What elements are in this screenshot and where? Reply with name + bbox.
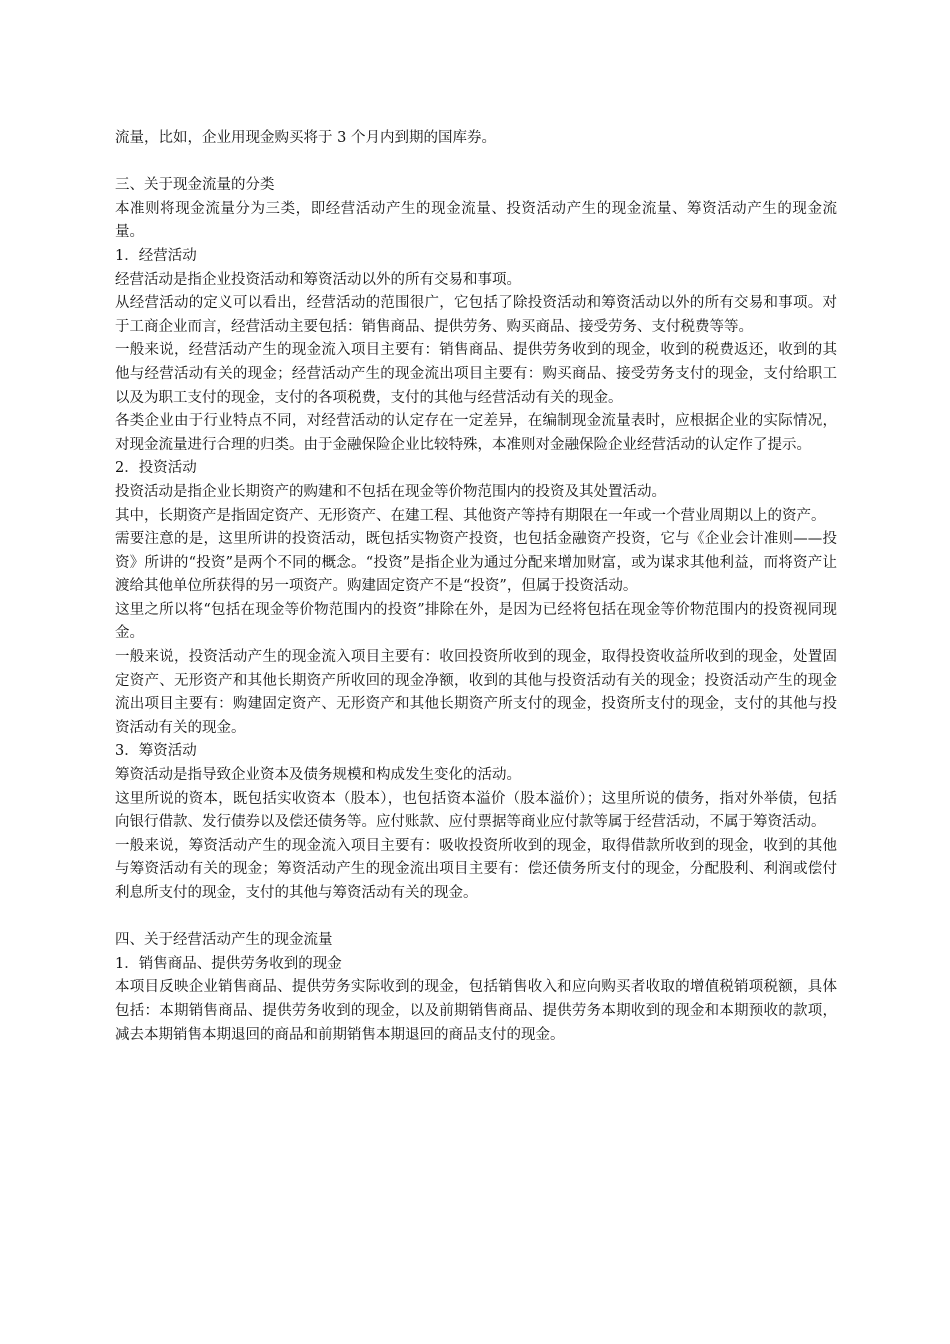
paragraph: 一般来说，投资活动产生的现金流入项目主要有：收回投资所收到的现金，取得投资收益所收到的现金，处置固定资产、无形资产和其他长期资产所收回的现金净额，收到的其他与投资活动有关的现金；投资活动产生的现金流出项目主要有：购建固定资产、无形资产和其他长期资产所支付的现金，投资所支付的现金，支付的其他与投资活动有关的现金。 (115, 649, 837, 736)
paragraph: 其中，长期资产是指固定资产、无形资产、在建工程、其他资产等持有期限在一年或一个营业周期以上的资产。 (115, 507, 826, 524)
subsection-heading: 1．经营活动 (115, 247, 197, 264)
paragraph: 这里之所以将“包括在现金等价物范围内的投资”排除在外，是因为已经将包括在现金等价物范围内的投资视同现金。 (115, 601, 837, 642)
paragraph: 经营活动是指企业投资活动和筹资活动以外的所有交易和事项。 (115, 271, 521, 288)
paragraph: 筹资活动是指导致企业资本及债务规模和构成发生变化的活动。 (115, 767, 521, 784)
paragraph: 这里所说的资本，既包括实收资本（股本），也包括资本溢价（股本溢价）；这里所说的债务，指对外举债，包括向银行借款、发行债券以及偿还债务等。应付账款、应付票据等商业应付款等属于经营活动，不属于筹资活动。 (115, 790, 837, 831)
paragraph: 本项目反映企业销售商品、提供劳务实际收到的现金，包括销售收入和应向购买者收取的增值税销项税额，具体包括：本期销售商品、提供劳务收到的现金，以及前期销售商品、提供劳务本期收到的现金和本期预收的款项，减去本期销售本期退回的商品和前期销售本期退回的商品支付的现金。 (115, 979, 837, 1043)
blank-line (115, 906, 837, 930)
subsection-heading: 3．筹资活动 (115, 743, 197, 760)
section-heading: 四、关于经营活动产生的现金流量 (115, 932, 333, 949)
paragraph: 各类企业由于行业特点不同，对经营活动的认定存在一定差异，在编制现金流量表时，应根据企业的实际情况，对现金流量进行合理的归类。由于金融保险企业比较特殊，本准则对金融保险企业经营活动的认定作了提示。 (115, 413, 837, 453)
blank-line (115, 151, 837, 175)
paragraph: 流量，比如，企业用现金购买将于 3 个月内到期的国库券。 (115, 130, 496, 146)
paragraph: 一般来说，筹资活动产生的现金流入项目主要有：吸收投资所收到的现金，取得借款所收到的现金，收到的其他与筹资活动有关的现金；筹资活动产生的现金流出项目主要有：偿还债务所支付的现金，分配股利、利润或偿付利息所支付的现金，支付的其他与筹资活动有关的现金。 (115, 837, 837, 901)
section-heading: 三、关于现金流量的分类 (115, 177, 275, 194)
paragraph: 从经营活动的定义可以看出，经营活动的范围很广，它包括了除投资活动和筹资活动以外的所有交易和事项。对于工商企业而言，经营活动主要包括：销售商品、提供劳务、购买商品、接受劳务、支付税费等等。 (115, 295, 837, 335)
document-body (115, 127, 837, 1047)
subsection-heading: 2．投资活动 (115, 460, 197, 477)
paragraph: 一般来说，经营活动产生的现金流入项目主要有：销售商品、提供劳务收到的现金，收到的税费返还，收到的其他与经营活动有关的现金；经营活动产生的现金流出项目主要有：购买商品、接受劳务支付的现金，支付给职工以及为职工支付的现金，支付的各项税费，支付的其他与经营活动有关的现金。 (115, 342, 837, 406)
paragraph: 本准则将现金流量分为三类，即经营活动产生的现金流量、投资活动产生的现金流量、筹资活动产生的现金流量。 (115, 200, 837, 241)
subsection-heading: 1．销售商品、提供劳务收到的现金 (115, 955, 342, 972)
paragraph: 投资活动是指企业长期资产的购建和不包括在现金等价物范围内的投资及其处置活动。 (115, 483, 666, 500)
paragraph: 需要注意的是，这里所讲的投资活动，既包括实物资产投资，也包括金融资产投资，它与《企业会计准则——投资》所讲的“投资”是两个不同的概念。“投资”是指企业为通过分配来增加财富，或为谋求其他利益，而将资产让渡给其他单位所获得的另一项资产。购建固定资产不是“投资”，但属于投资活动。 (115, 531, 837, 595)
